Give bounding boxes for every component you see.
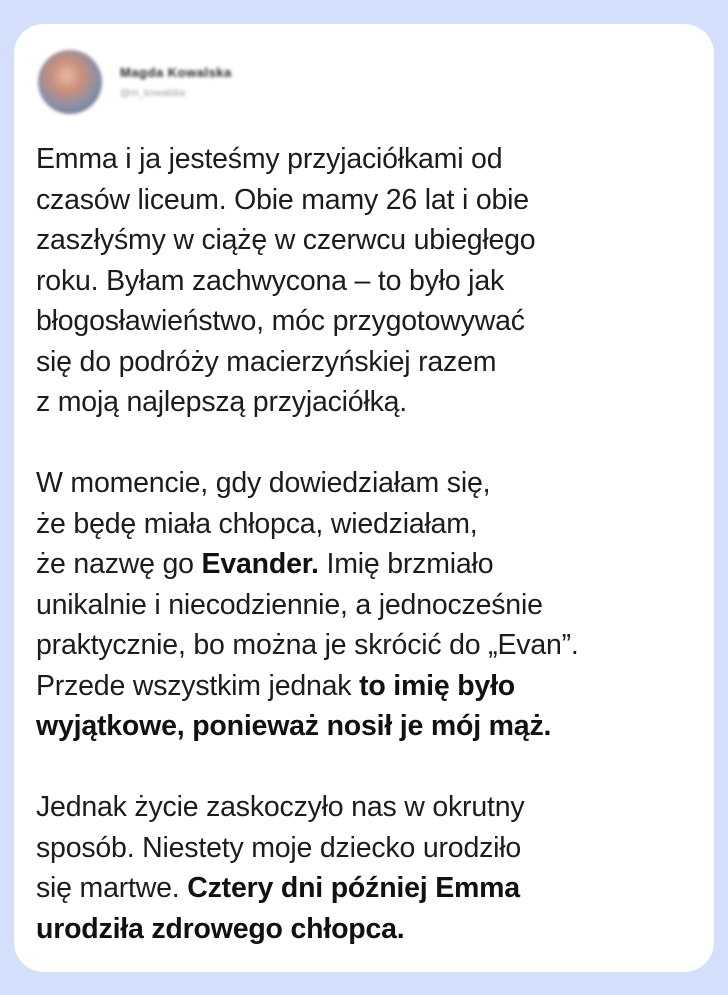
paragraph-2-text-c: Imię brzmiało unikalnie i niecodziennie, a jednocześnie praktycznie, bo można je skrócić do „Evan”. Przede wszystkim jednak <box>36 548 579 702</box>
paragraph-3-bold-emphasis: Cztery dni później Emma urodziła zdrowego chłopca. <box>36 872 520 945</box>
author-info <box>120 65 232 99</box>
post-card <box>14 24 714 972</box>
post-header <box>38 50 232 114</box>
post-paragraph-1 <box>36 139 696 423</box>
avatar[interactable] <box>38 50 102 114</box>
post-paragraph-3 <box>36 787 696 949</box>
paragraph-2-text-a: W momencie, gdy dowiedziałam się, że będę miała chłopca, wiedziałam, że nazwę go <box>36 467 491 580</box>
paragraph-2-bold-name: Evander. <box>201 548 319 580</box>
post-body <box>36 139 696 949</box>
paragraph-3-text-a: Jednak życie zaskoczyło nas w okrutny sposób. Niestety moje dziecko urodziło się martwe. <box>36 791 525 904</box>
author-name[interactable]: Magda Kowalska <box>120 65 232 80</box>
paragraph-2-bold-emphasis: to imię było wyjątkowe, ponieważ nosił je mój mąż. <box>36 669 552 742</box>
author-handle: @m_kowalska <box>120 88 186 99</box>
post-paragraph-2 <box>36 463 696 747</box>
paragraph-1-text: Emma i ja jesteśmy przyjaciółkami od czasów liceum. Obie mamy 26 lat i obie zaszłyśmy w ciążę w czerwcu ubiegłego roku. Byłam zachwycona – to było jak błogosławieństwo, móc przygotowywać się do podróży macierzyńskiej razem z moją najlepszą przyjaciółką. <box>36 143 536 418</box>
